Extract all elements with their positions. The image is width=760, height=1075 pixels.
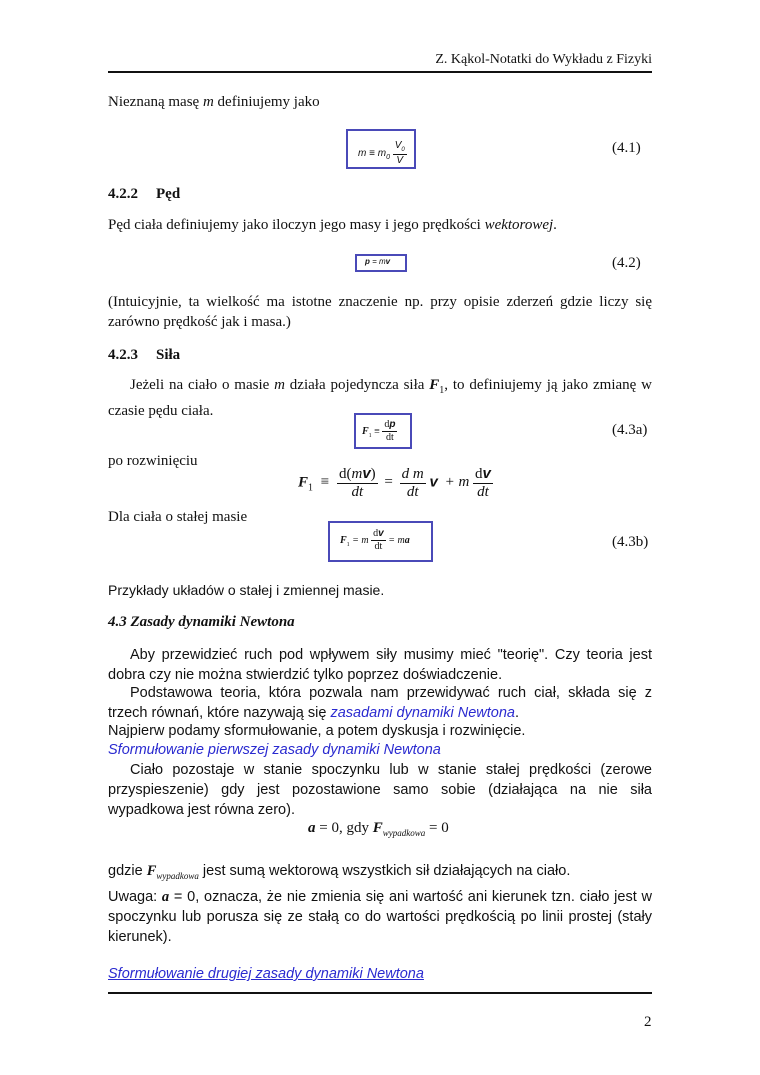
paragraph-first-law: Ciało pozostaje w stanie spoczynku lub w stanie stałej prędkości (zerowe przyspieszenie) gdy jest pozostawione samo sobie (działająca na nie siła wypadkowa jest równa zero). bbox=[108, 762, 652, 818]
constant-mass-label: Dla ciała o stałej masie bbox=[108, 509, 248, 525]
equation-4-2: p = mv bbox=[365, 257, 391, 266]
equation-4-3a-box bbox=[354, 413, 412, 449]
equation-number-4-1: (4.1) bbox=[612, 140, 641, 156]
equation-number-4-3a: (4.3a) bbox=[612, 422, 648, 438]
second-law-link[interactable]: Sformułowanie drugiej zasady dynamiki Newtona bbox=[108, 966, 424, 982]
intro-text: Nieznaną masę bbox=[108, 94, 203, 110]
page-number: 2 bbox=[644, 1014, 652, 1030]
mass-symbol: m bbox=[202, 94, 214, 110]
equation-4-3a: $F_1$ ≡ $\frac{dp}{dt}$ bbox=[362, 419, 396, 443]
newton-laws-link[interactable]: zasadami dynamiki Newtona bbox=[330, 705, 515, 721]
equation-4-1-box bbox=[346, 129, 416, 169]
equation-4-3b: $F_1 = m$ $\frac{dv}{dt}$ = ma bbox=[340, 528, 410, 552]
first-law-equation: a = 0, gdy $F_{wypadkowa} = 0$ bbox=[308, 820, 449, 838]
paragraph-theory: Aby przewidzieć ruch pod wpływem siły musimy mieć "teorię". Czy teoria jest dobra czy nie można stwierdzić tylko poprzez doświadczenie. bbox=[108, 647, 652, 683]
section-heading-4-3: 4.3 Zasady dynamiki Newtona bbox=[108, 614, 295, 630]
intro-text-end: definiujemy jako bbox=[213, 94, 320, 110]
equation-4-1: $m \equiv m_0$ $\frac{V_0}{V}$ bbox=[358, 140, 405, 166]
paragraph-plan: Najpierw podamy sformułowanie, a potem dyskusja i rozwinięcie. bbox=[108, 723, 526, 739]
first-law-link[interactable]: Sformułowanie pierwszej zasady dynamiki Newtona bbox=[108, 742, 441, 758]
section-heading-4-2-3: 4.2.3 Siła bbox=[108, 347, 181, 363]
running-header: Z. Kąkol-Notatki do Wykładu z Fizyki bbox=[435, 52, 652, 67]
intro-paragraph bbox=[108, 92, 320, 112]
note-paragraph: Uwaga: a = 0, oznacza, że nie zmienia się ani wartość ani kierunek tzn. ciało jest w spoczynku lub porusza się ze stałą co do wartości prędkością po linii prostej (stały kierunek). bbox=[108, 889, 652, 945]
equation-4-2-box bbox=[355, 254, 407, 272]
intuition-paragraph: (Intuicyjnie, ta wielkość ma istotne znaczenie np. przy opisie zderzeń gdzie liczy się zarówno prędkość jak i masa.) bbox=[108, 294, 652, 330]
equation-number-4-3b: (4.3b) bbox=[612, 534, 649, 550]
force-definition-paragraph: Jeżeli na ciało o masie m działa pojedyncza siła $F_1$, to definiujemy ją jako zmianę w czasie pędu ciała. bbox=[108, 377, 652, 419]
resultant-force-definition: gdzie $F_{wypadkowa}$ jest sumą wektorową wszystkich sił działających na ciało. bbox=[108, 863, 571, 881]
paragraph-newton-laws: Podstawowa teoria, która pozwala nam przewidywać ruch ciał, składa się z trzech równań, które nazywają się zasadami dynamiki Newtona. bbox=[108, 685, 652, 721]
ped-definition-text: Pęd ciała definiujemy jako iloczyn jego masy i jego prędkości wektorowej. bbox=[108, 217, 557, 233]
expanded-equation: $F_1$ ≡ $\frac{d(mv)}{dt}$ = $\frac{\text{d m}}{dt}$ v + m $\frac{dv}{dt}$ bbox=[298, 465, 491, 500]
examples-line: Przykłady układów o stałej i zmiennej masie. bbox=[108, 582, 385, 598]
footer-rule bbox=[108, 992, 652, 994]
equation-4-3b-box bbox=[328, 521, 433, 562]
expansion-label: po rozwinięciu bbox=[108, 453, 198, 469]
equation-number-4-2: (4.2) bbox=[612, 255, 641, 271]
header-rule bbox=[108, 71, 652, 73]
section-heading-4-2-2: 4.2.2 Pęd bbox=[108, 186, 181, 202]
